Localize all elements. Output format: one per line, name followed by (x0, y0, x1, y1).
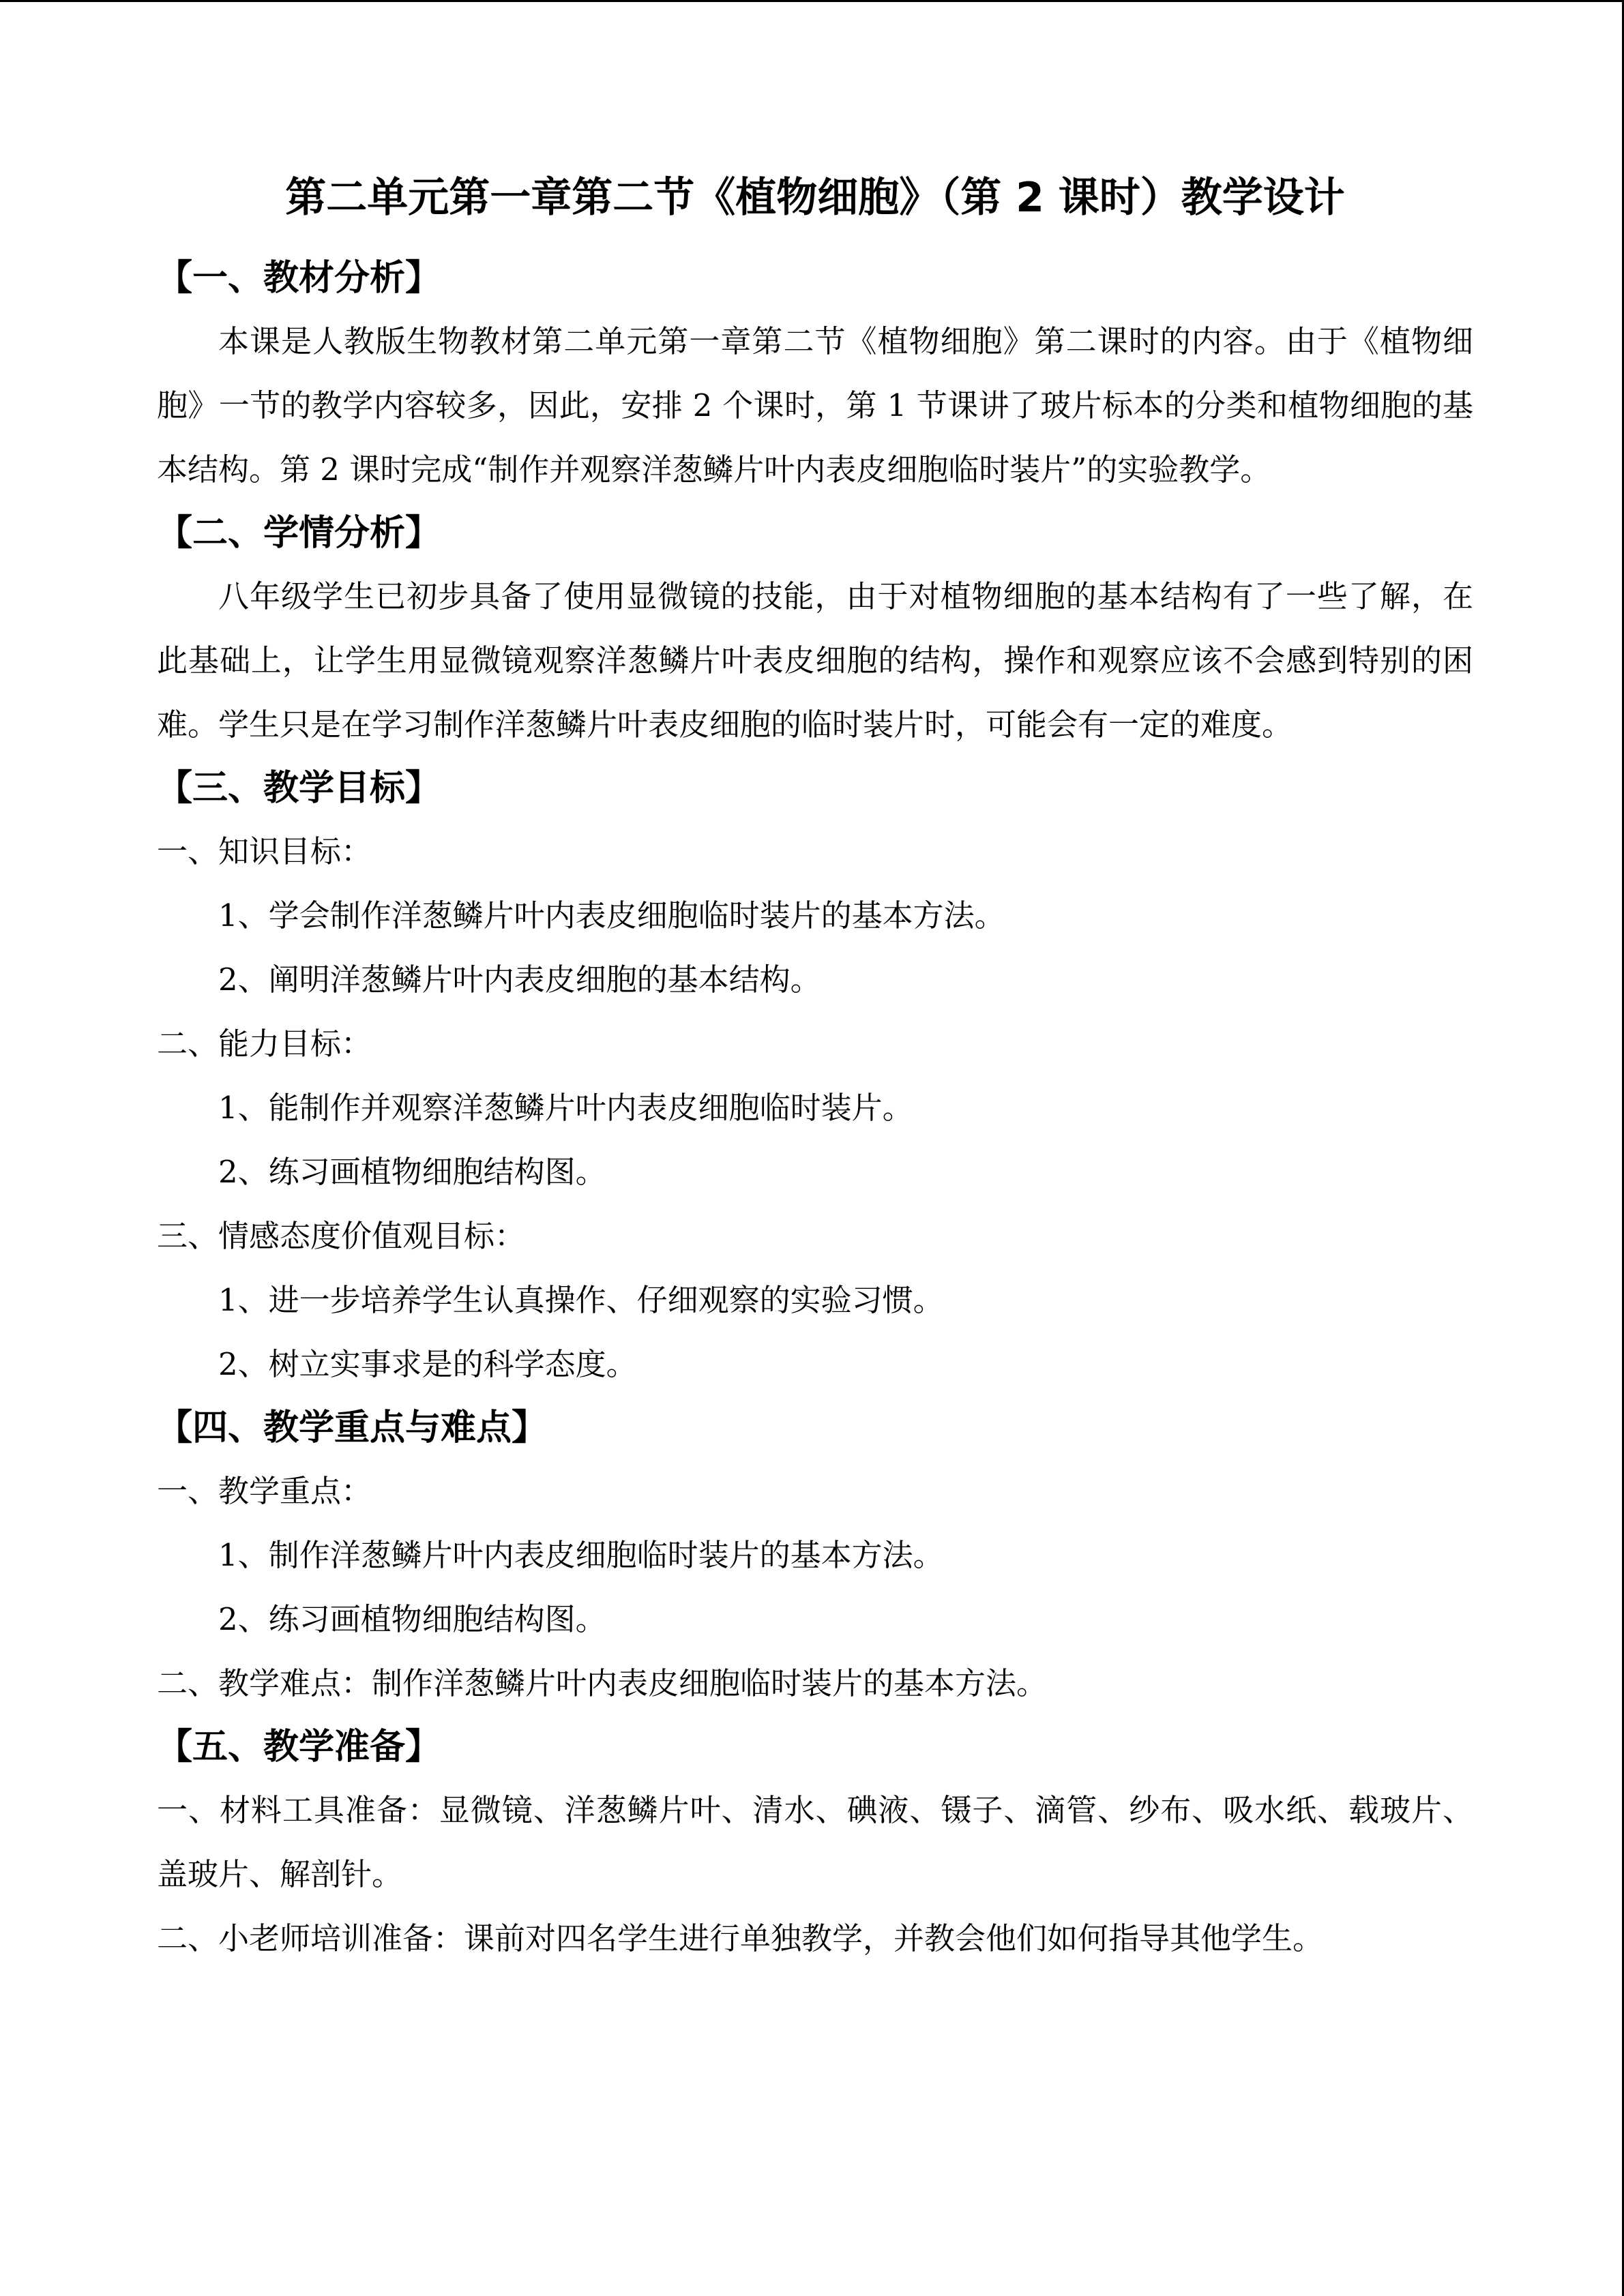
page-border-top (0, 0, 1624, 2)
list-item: 1、制作洋葱鳞片叶内表皮细胞临时装片的基本方法。 (218, 1537, 944, 1573)
document-page (157, 164, 1473, 1971)
list-item: 1、能制作并观察洋葱鳞片叶内表皮细胞临时装片。 (218, 1090, 913, 1126)
section-heading: 【四、教学重点与难点】 (157, 1407, 548, 1448)
objective-group-label: 一、知识目标： (157, 833, 372, 869)
list-item: 2、练习画植物细胞结构图。 (218, 1601, 606, 1637)
paragraph: 八年级学生已初步具备了使用显微镜的技能，由于对植物细胞的基本结构有了一些了解，在此基础上，让学生用显微镜观察洋葱鳞片叶表皮细胞的结构，操作和观察应该不会感到特别的困难。学生只是在学习制作洋葱鳞片叶表皮细胞的临时装片时，可能会有一定的难度。 (157, 578, 1473, 743)
section-heading: 【二、学情分析】 (157, 513, 441, 554)
list-item: 1、进一步培养学生认真操作、仔细观察的实验习惯。 (218, 1282, 944, 1318)
list-item: 2、阐明洋葱鳞片叶内表皮细胞的基本结构。 (218, 961, 821, 998)
objective-group-label: 二、能力目标： (157, 1026, 372, 1062)
section-student-analysis (157, 502, 1473, 757)
section-heading: 【一、教材分析】 (157, 258, 441, 299)
materials-line: 一、材料工具准备：显微镜、洋葱鳞片叶、清水、碘液、镊子、滴管、纱布、吸水纸、载玻片、盖玻片、解剖针。 (157, 1792, 1473, 1892)
objective-group-label: 三、情感态度价值观目标： (157, 1218, 526, 1254)
key-point-label: 一、教学重点： (157, 1473, 372, 1509)
section-key-points (157, 1397, 1473, 1716)
difficulty-line: 二、教学难点：制作洋葱鳞片叶内表皮细胞临时装片的基本方法。 (157, 1665, 1048, 1701)
list-item: 2、树立实事求是的科学态度。 (218, 1346, 637, 1382)
section-teaching-preparation (157, 1716, 1473, 1971)
list-item: 2、练习画植物细胞结构图。 (218, 1154, 606, 1190)
paragraph: 本课是人教版生物教材第二单元第一章第二节《植物细胞》第二课时的内容。由于《植物细胞》一节的教学内容较多，因此，安排 2 个课时，第 1 节课讲了玻片标本的分类和植物细胞的基本结构。第 2 课时完成“制作并观察洋葱鳞片叶内表皮细胞临时装片”的实验教学。 (157, 323, 1473, 488)
list-item: 1、学会制作洋葱鳞片叶内表皮细胞临时装片的基本方法。 (218, 897, 1005, 934)
section-textbook-analysis (157, 247, 1473, 502)
section-teaching-objectives (157, 757, 1473, 1397)
document-title: 第二单元第一章第二节《植物细胞》（第 2 课时）教学设计 (285, 174, 1345, 222)
section-heading: 【五、教学准备】 (157, 1727, 441, 1768)
section-heading: 【三、教学目标】 (157, 768, 441, 809)
training-line: 二、小老师培训准备：课前对四名学生进行单独教学，并教会他们如何指导其他学生。 (157, 1920, 1324, 1956)
